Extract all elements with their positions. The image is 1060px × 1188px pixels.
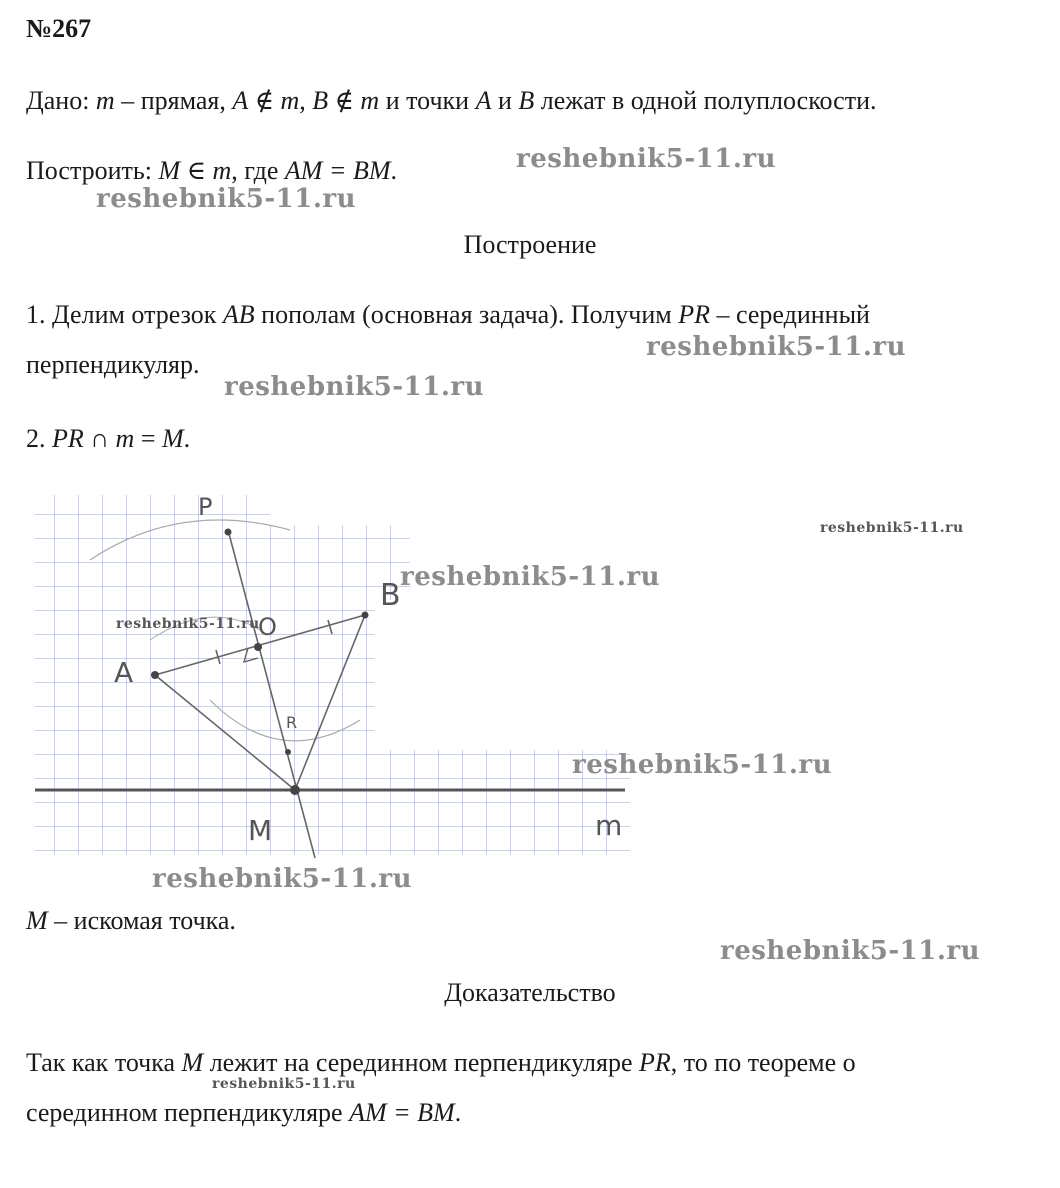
step2-pr: PR (52, 424, 84, 453)
watermark: reshebnik5-11.ru (96, 184, 357, 214)
proof-pr: PR (639, 1048, 671, 1077)
given-m2: m (280, 86, 300, 115)
label-a: A (114, 656, 134, 689)
step2-num: 2. (26, 424, 52, 453)
watermark: reshebnik5-11.ru (116, 616, 260, 632)
point-m (290, 785, 300, 795)
given-notin: ∉ (254, 86, 274, 115)
construct-m-point: M (158, 156, 181, 185)
step1-part2: пополам (основная задача). Получим (254, 300, 679, 329)
watermark: reshebnik5-11.ru (646, 332, 907, 362)
given-tail: лежат в одной полуплоскости. (534, 86, 877, 115)
proof-eq: AM = BM (349, 1098, 455, 1127)
step1-line2: перпендикуляр. (26, 350, 200, 379)
given-rest: и точки (379, 86, 476, 115)
point-r (285, 749, 291, 755)
construct-dot: . (390, 156, 397, 185)
result-text: – искомая точка. (47, 906, 236, 935)
given-comma: , (299, 86, 306, 115)
proof-m: M (181, 1048, 204, 1077)
construct-m-line: m (212, 156, 232, 185)
step2-mpt: M (162, 424, 184, 453)
given-notin2: ∉ (334, 86, 354, 115)
point-p (225, 529, 232, 536)
result-line (26, 906, 236, 936)
blank-patch (375, 600, 630, 750)
watermark: reshebnik5-11.ru (572, 750, 833, 780)
label-m: M (248, 814, 273, 847)
given-m: m (95, 86, 115, 115)
step1-part1: 1. Делим отрезок (26, 300, 223, 329)
construct-in: ∈ (186, 156, 206, 185)
label-line-m: m (595, 809, 623, 842)
label-b: B (380, 578, 401, 613)
proof-p4: серединном перпендикуляре (26, 1098, 350, 1127)
given-line (26, 86, 877, 116)
watermark: reshebnik5-11.ru (820, 520, 964, 536)
point-a (151, 671, 159, 679)
given-a: A (232, 86, 249, 115)
proof-p3: , то по теореме о (670, 1048, 856, 1077)
watermark: reshebnik5-11.ru (152, 864, 413, 894)
proof-heading: Доказательство (444, 978, 616, 1007)
proof-line2 (26, 1098, 461, 1128)
construct-where: , где (231, 156, 285, 185)
step1-part3: – серединный (710, 300, 870, 329)
step1-line1 (26, 300, 870, 330)
proof-line1 (26, 1048, 856, 1078)
step2-cap: ∩ (90, 424, 110, 453)
given-b2: B (518, 86, 535, 115)
step2-line (26, 424, 190, 454)
watermark: reshebnik5-11.ru (400, 562, 661, 592)
step2-m: m (115, 424, 135, 453)
label-o: O (258, 613, 277, 641)
given-m3: m (360, 86, 380, 115)
label-p: P (198, 493, 213, 521)
proof-p1: Так как точка (26, 1048, 182, 1077)
result-m: M (26, 906, 48, 935)
point-b (362, 612, 369, 619)
proof-p2: лежит на серединном перпендикуляре (203, 1048, 639, 1077)
problem-number: №267 (26, 14, 92, 43)
construct-eq: AM = BM (284, 156, 391, 185)
step1-ab: AB (222, 300, 255, 329)
given-and: и (491, 86, 519, 115)
step2-dot: . (183, 424, 191, 453)
watermark: reshebnik5-11.ru (720, 936, 981, 966)
watermark: reshebnik5-11.ru (224, 372, 485, 402)
construction-heading: Построение (463, 230, 597, 259)
point-o (254, 643, 262, 651)
construct-line (26, 156, 397, 186)
given-b: B (312, 86, 329, 115)
step2-eq: = (134, 424, 162, 453)
watermark: reshebnik5-11.ru (516, 144, 777, 174)
given-label: Дано: (26, 86, 90, 115)
step1-pr: PR (678, 300, 710, 329)
construct-label: Построить: (26, 156, 153, 185)
watermark: reshebnik5-11.ru (212, 1076, 356, 1092)
label-r: R (286, 713, 298, 732)
proof-dot: . (454, 1098, 462, 1127)
given-a2: A (475, 86, 492, 115)
construction-figure (30, 490, 630, 860)
given-dash: – прямая, (114, 86, 226, 115)
